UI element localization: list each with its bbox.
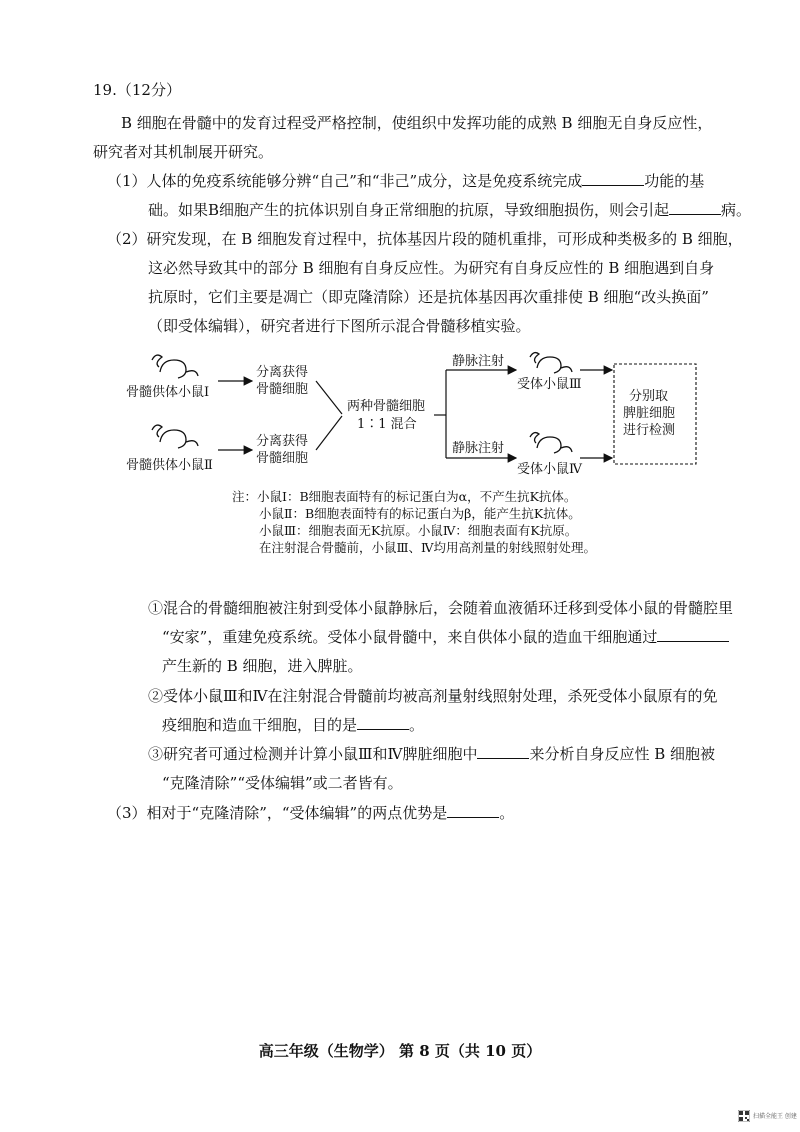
sub3-text-b: 来分析自身反应性 B 细胞被	[529, 745, 716, 763]
mix-line2: 1∶1 混合	[357, 417, 417, 432]
qr-code-icon	[738, 1110, 750, 1122]
sub3-line-1	[148, 744, 715, 764]
mouse-icon-donor2	[152, 425, 198, 448]
sub1-line-3: 产生新的 B 细胞，进入脾脏。	[162, 657, 363, 675]
note-line-2: 小鼠Ⅱ：B细胞表面特有的标记蛋白为β，能产生抗K抗体。	[259, 506, 581, 521]
mix-line1: 两种骨髓细胞	[347, 399, 426, 414]
part3-text-a: （3）相对于“克隆清除”，“受体编辑”的两点优势是	[107, 804, 448, 822]
donor1-label: 骨髓供体小鼠Ⅰ	[126, 385, 210, 400]
injection1-label: 静脉注射	[452, 354, 505, 369]
sub2-text-a: 疫细胞和造血干细胞，目的是	[162, 716, 358, 734]
note-line-4: 在注射混合骨髓前，小鼠Ⅲ、Ⅳ均用高剂量的射线照射处理。	[259, 540, 597, 555]
donor2-label: 骨髓供体小鼠Ⅱ	[126, 458, 213, 473]
part2-line-2: 这必然导致其中的部分 B 细胞有自身反应性。为研究有自身反应性的 B 细胞遇到自身	[148, 259, 715, 277]
sub1-text-b: “安家”，重建免疫系统。受体小鼠骨髓中，来自供体小鼠的造血干细胞通过	[162, 628, 658, 646]
separate2-line2: 骨髓细胞	[256, 451, 309, 466]
part1-text-d: 病。	[721, 201, 752, 219]
separate2-line1: 分离获得	[256, 434, 309, 449]
detect-line2: 脾脏细胞	[623, 406, 676, 421]
mouse-icon-recipient3	[530, 353, 572, 373]
sub2-line-2	[162, 715, 424, 735]
detect-line3: 进行检测	[623, 423, 676, 438]
page-footer: 高三年级（生物学） 第 8 页（共 10 页）	[258, 1042, 542, 1060]
mouse-icon-recipient4	[530, 433, 572, 453]
part3-line	[107, 803, 514, 823]
injection2-label: 静脉注射	[452, 441, 505, 456]
question-number: 19.（12分）	[93, 81, 181, 99]
sub1-line-1: ①混合的骨髓细胞被注射到受体小鼠静脉后，会随着血液循环迁移到受体小鼠的骨髓腔里	[148, 599, 734, 617]
sub3-text-a: ③研究者可通过检测并计算小鼠Ⅲ和Ⅳ脾脏细胞中	[148, 745, 478, 763]
answer-blank-purpose[interactable]	[357, 715, 409, 730]
sub2-line-1: ②受体小鼠Ⅲ和Ⅳ在注射混合骨髓前均被高剂量射线照射处理，杀死受体小鼠原有的免	[148, 687, 718, 705]
experiment-diagram	[0, 0, 800, 560]
part1-text-b: 功能的基	[644, 172, 705, 190]
detect-line1: 分别取	[629, 389, 669, 404]
separate1-line2: 骨髓细胞	[256, 382, 309, 397]
part3-text-b: 。	[499, 804, 515, 822]
answer-blank-measure[interactable]	[477, 744, 529, 759]
mouse-icon-donor1	[152, 355, 198, 378]
watermark-text: 扫描全能王 创建	[753, 1113, 797, 1120]
sub1-line-2	[162, 627, 729, 647]
sub3-line-2: “克隆清除”“受体编辑”或二者皆有。	[162, 774, 403, 792]
note-line-1: 注：小鼠Ⅰ：B细胞表面特有的标记蛋白为α，不产生抗K抗体。	[232, 489, 577, 504]
part1-text-c: 础。如果B细胞产生的抗体识别自身正常细胞的抗原，导致细胞损伤，则会引起	[148, 201, 670, 219]
sub2-text-b: 。	[409, 716, 425, 734]
answer-blank-process[interactable]	[657, 627, 729, 642]
note-line-3: 小鼠Ⅲ：细胞表面无K抗原。小鼠Ⅳ：细胞表面有K抗原。	[259, 523, 578, 538]
recipient3-label: 受体小鼠Ⅲ	[517, 377, 582, 392]
answer-blank-advantages[interactable]	[447, 803, 499, 818]
intro-line-2: 研究者对其机制展开研究。	[93, 143, 274, 161]
part2-line-4: （即受体编辑），研究者进行下图所示混合骨髓移植实验。	[148, 317, 531, 335]
part1-text-a: （1）人体的免疫系统能够分辨“自己”和“非己”成分，这是免疫系统完成	[107, 172, 583, 190]
recipient4-label: 受体小鼠Ⅳ	[517, 462, 582, 477]
part2-line-3: 抗原时，它们主要是凋亡（即克隆清除）还是抗体基因再次重排使 B 细胞“改头换面”	[148, 288, 709, 306]
part2-line-1: （2）研究发现，在 B 细胞发育过程中，抗体基因片段的随机重排，可形成种类极多的 B 细胞，	[107, 230, 743, 248]
separate1-line1: 分离获得	[256, 365, 309, 380]
intro-line-1: B 细胞在骨髓中的发育过程受严格控制，使组织中发挥功能的成熟 B 细胞无自身反应性，	[121, 114, 713, 132]
